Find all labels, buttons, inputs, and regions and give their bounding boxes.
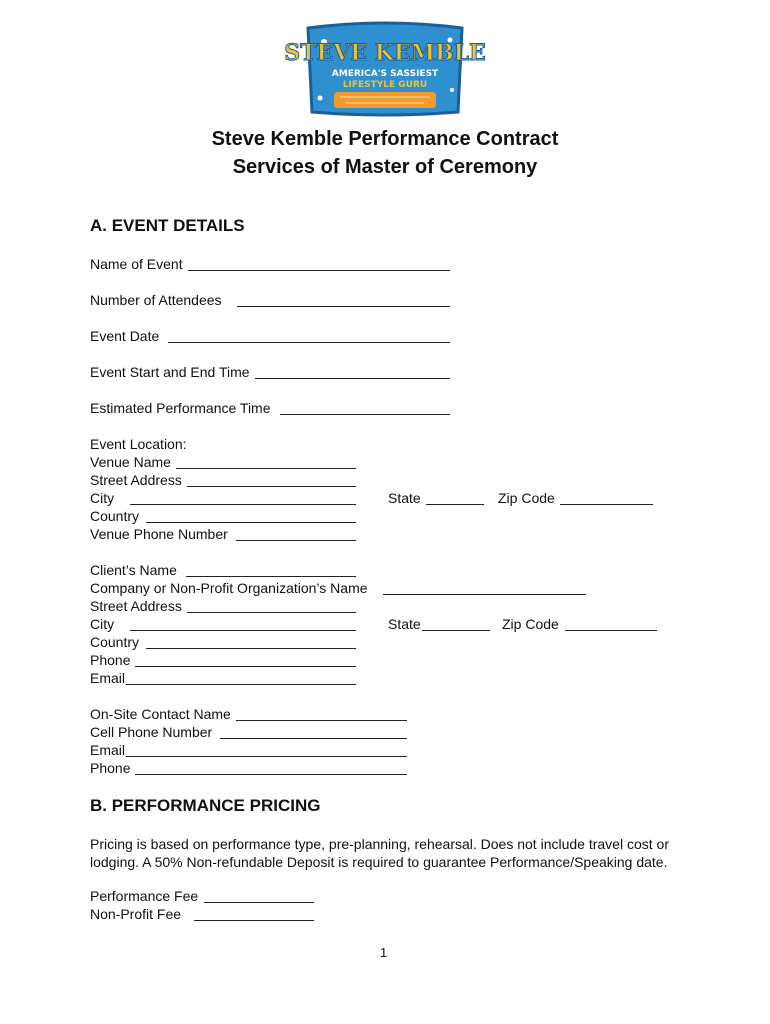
client-state-label: State bbox=[388, 616, 421, 632]
city-label: City bbox=[90, 490, 115, 506]
section-b-heading: B. PERFORMANCE PRICING bbox=[90, 796, 321, 815]
client-zip-code-label: Zip Code bbox=[502, 616, 559, 632]
client-phone-field[interactable] bbox=[135, 666, 356, 667]
venue-name-label: Venue Name bbox=[90, 454, 171, 470]
number-of-attendees-label: Number of Attendees bbox=[90, 292, 222, 308]
name-of-event-label: Name of Event bbox=[90, 256, 183, 272]
client-country-label: Country bbox=[90, 634, 140, 650]
onsite-email-label: Email bbox=[90, 742, 126, 758]
clients-name-field[interactable] bbox=[186, 576, 356, 577]
client-email-label: Email bbox=[90, 670, 126, 686]
svg-text:AMERICA'S SASSIEST: AMERICA'S SASSIEST bbox=[331, 69, 439, 79]
event-time-label: Event Start and End Time bbox=[90, 364, 250, 380]
street-address-field[interactable] bbox=[187, 486, 356, 487]
contract-subtitle: Services of Master of Ceremony bbox=[232, 156, 538, 178]
venue-phone-field[interactable] bbox=[236, 540, 356, 541]
onsite-phone-field[interactable] bbox=[135, 774, 407, 775]
svg-text:STEVE KEMBLE: STEVE KEMBLE bbox=[284, 40, 486, 66]
client-state-field[interactable] bbox=[422, 630, 490, 631]
steve-kemble-logo bbox=[284, 20, 486, 120]
client-email-field[interactable] bbox=[126, 684, 356, 685]
client-zip-code-field[interactable] bbox=[565, 630, 657, 631]
nonprofit-fee-field[interactable] bbox=[194, 920, 314, 921]
performance-fee-field[interactable] bbox=[204, 902, 314, 903]
event-date-field[interactable] bbox=[168, 342, 450, 343]
event-date-label: Event Date bbox=[90, 328, 160, 344]
street-address-label: Street Address bbox=[90, 472, 182, 488]
company-name-label: Company or Non-Profit Organization’s Name bbox=[90, 580, 368, 596]
venue-name-field[interactable] bbox=[176, 468, 356, 469]
country-field[interactable] bbox=[146, 522, 356, 523]
performance-time-label: Estimated Performance Time bbox=[90, 400, 271, 416]
number-of-attendees-field[interactable] bbox=[237, 306, 450, 307]
state-field[interactable] bbox=[426, 504, 484, 505]
onsite-phone-label: Phone bbox=[90, 760, 131, 776]
client-city-label: City bbox=[90, 616, 115, 632]
pricing-paragraph: Pricing is based on performance type, pre-planning, rehearsal. Does not include travel cost or lodging. A 50% Non-refundable Deposit is required to guarantee Performance/Speaking date. bbox=[90, 836, 669, 870]
company-name-field[interactable] bbox=[383, 594, 586, 595]
name-of-event-field[interactable] bbox=[188, 270, 450, 271]
performance-fee-label: Performance Fee bbox=[90, 888, 199, 904]
event-time-field[interactable] bbox=[255, 378, 450, 379]
contract-title: Steve Kemble Performance Contract bbox=[211, 128, 559, 150]
svg-text:LIFESTYLE GURU: LIFESTYLE GURU bbox=[342, 80, 428, 90]
section-a-heading: A. EVENT DETAILS bbox=[90, 216, 245, 235]
onsite-contact-field[interactable] bbox=[236, 720, 407, 721]
client-country-field[interactable] bbox=[146, 648, 356, 649]
client-city-field[interactable] bbox=[130, 630, 356, 631]
cell-phone-field[interactable] bbox=[220, 738, 407, 739]
state-label: State bbox=[388, 490, 421, 506]
zip-code-label: Zip Code bbox=[498, 490, 555, 506]
cell-phone-label: Cell Phone Number bbox=[90, 724, 213, 740]
nonprofit-fee-label: Non-Profit Fee bbox=[90, 906, 182, 922]
clients-name-label: Client’s Name bbox=[90, 562, 177, 578]
venue-phone-label: Venue Phone Number bbox=[90, 526, 228, 542]
client-street-address-label: Street Address bbox=[90, 598, 182, 614]
zip-code-field[interactable] bbox=[560, 504, 653, 505]
onsite-email-field[interactable] bbox=[126, 756, 407, 757]
performance-time-field[interactable] bbox=[280, 414, 450, 415]
onsite-contact-label: On-Site Contact Name bbox=[90, 706, 231, 722]
client-phone-label: Phone bbox=[90, 652, 131, 668]
event-location-label: Event Location: bbox=[90, 436, 187, 452]
client-street-address-field[interactable] bbox=[187, 612, 356, 613]
page-number: 1 bbox=[380, 945, 388, 960]
city-field[interactable] bbox=[130, 504, 356, 505]
country-label: Country bbox=[90, 508, 140, 524]
